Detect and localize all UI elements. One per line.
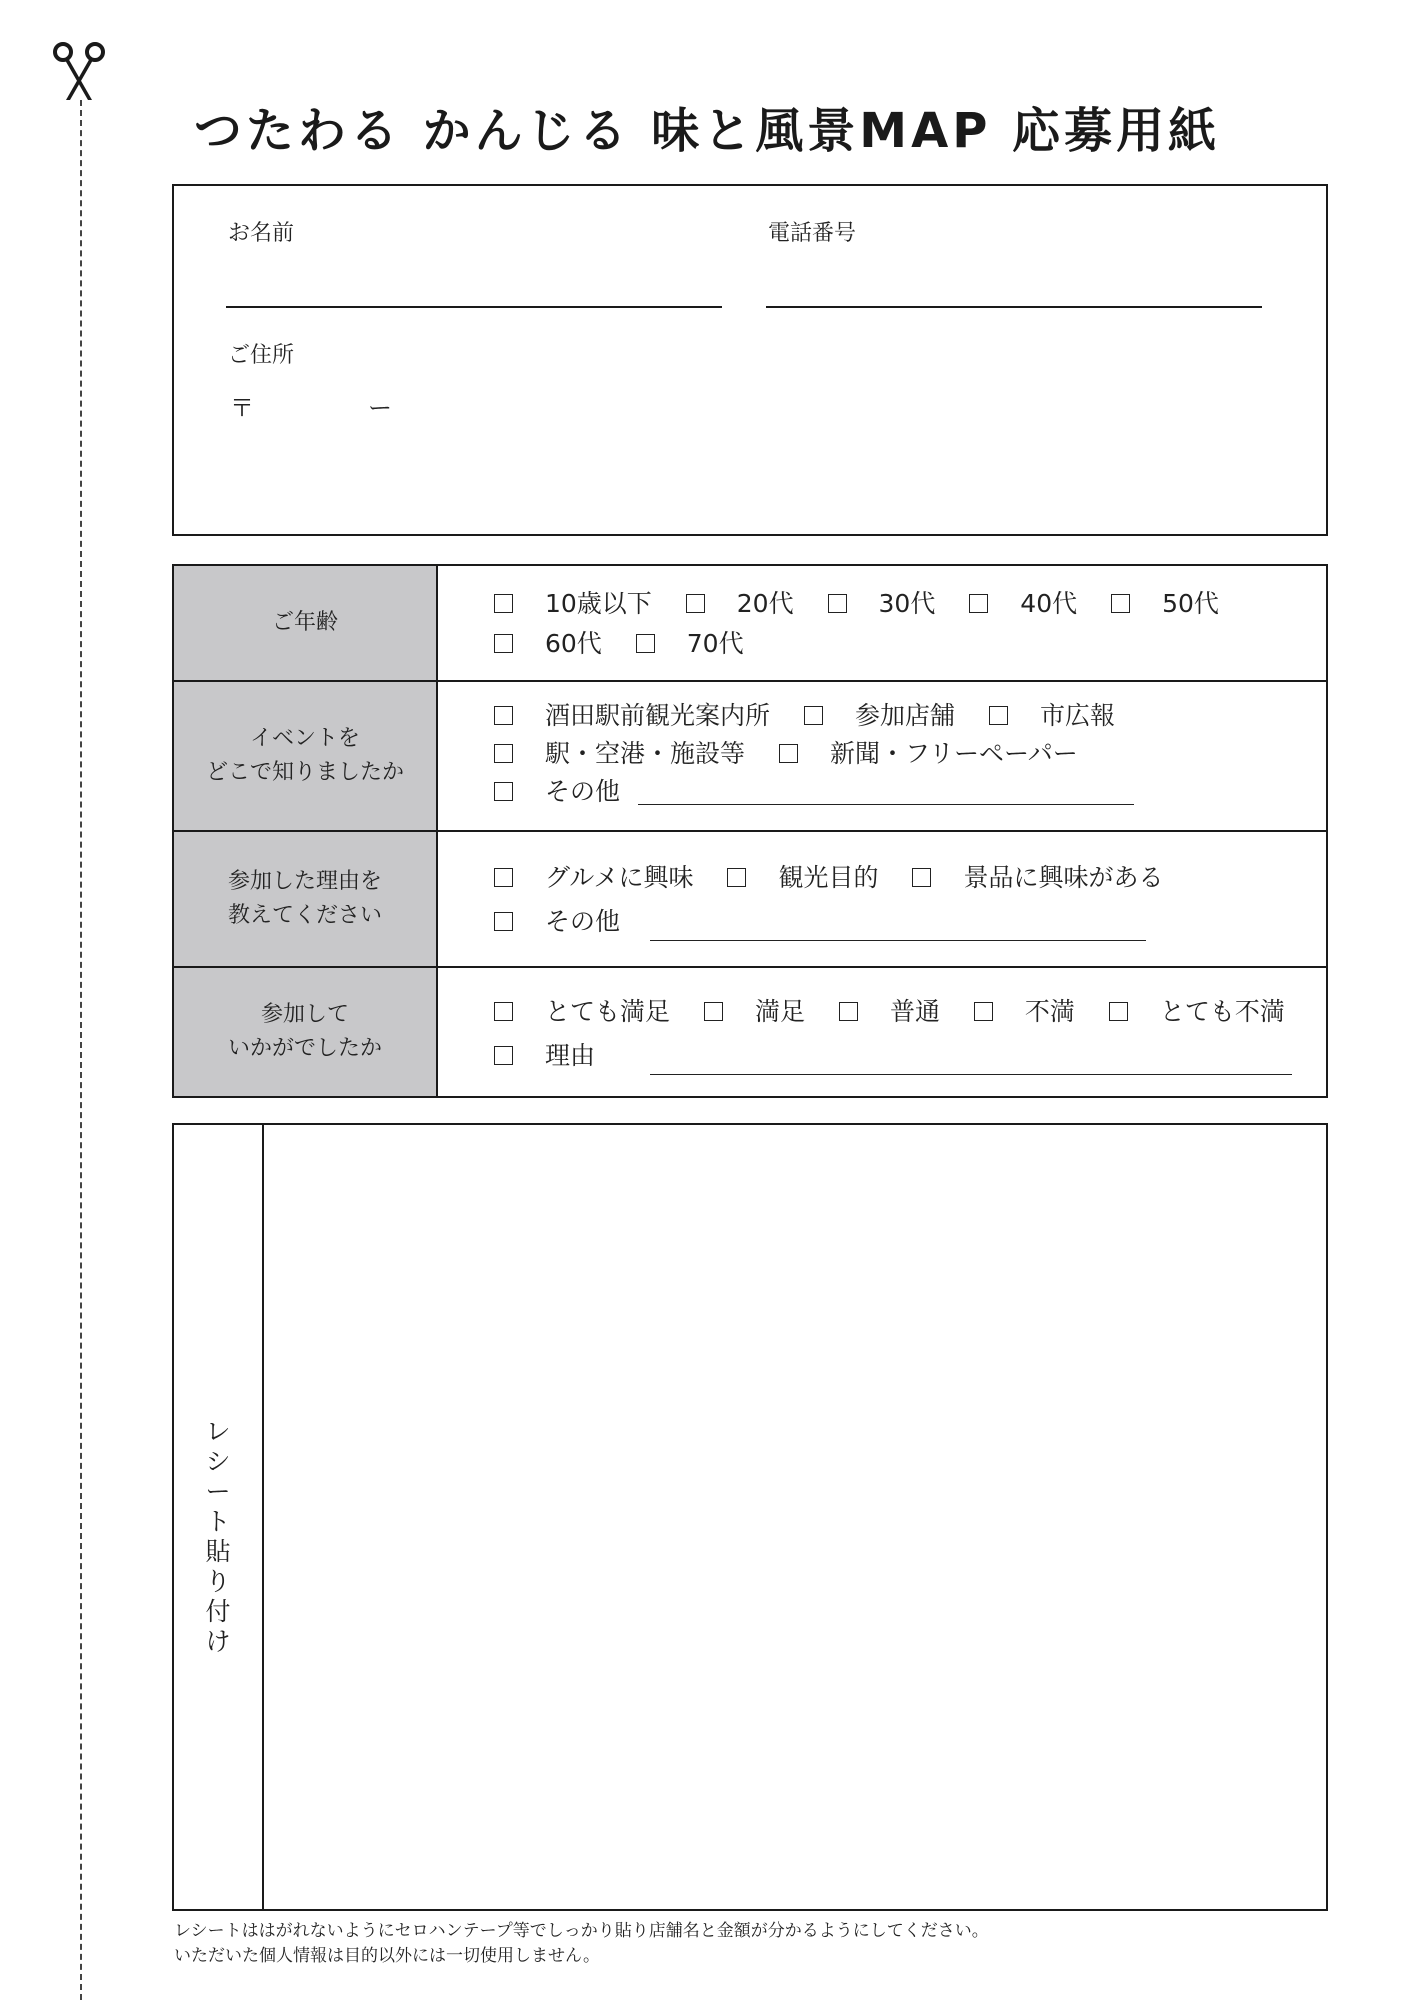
- age-header: [174, 566, 438, 680]
- address-label: ご住所: [228, 343, 295, 368]
- satisfaction-reason-field[interactable]: [650, 1074, 1292, 1075]
- phone-field[interactable]: [766, 306, 1262, 308]
- age-option[interactable]: 20代: [686, 584, 794, 620]
- satisfaction-row: [174, 966, 1326, 1096]
- postal-mark: 〒: [230, 394, 254, 422]
- reason-option[interactable]: その他: [494, 902, 620, 938]
- checkbox[interactable]: [974, 1002, 993, 1021]
- checkbox[interactable]: [494, 782, 513, 801]
- name-label: お名前: [228, 221, 295, 246]
- satisfaction-header: [174, 968, 438, 1096]
- checkbox[interactable]: [779, 744, 798, 763]
- checkbox[interactable]: [494, 868, 513, 887]
- receipt-box: [172, 1123, 1328, 1911]
- age-label: ご年齢: [271, 610, 338, 635]
- source-header: [174, 682, 438, 830]
- checkbox[interactable]: [912, 868, 931, 887]
- source-label-line: イベントを: [249, 726, 360, 751]
- checkbox[interactable]: [494, 706, 513, 725]
- age-options: [438, 566, 1326, 680]
- checkbox[interactable]: [704, 1002, 723, 1021]
- address-field[interactable]: [224, 426, 1264, 516]
- reason-header: [174, 832, 438, 966]
- source-option[interactable]: 駅・空港・施設等: [494, 734, 745, 770]
- reason-option[interactable]: 景品に興味がある: [912, 858, 1163, 894]
- satisfaction-option[interactable]: とても満足: [494, 992, 670, 1028]
- satisfaction-option[interactable]: 満足: [704, 992, 805, 1028]
- source-option[interactable]: 新聞・フリーペーパー: [779, 734, 1078, 770]
- source-options: [438, 682, 1326, 830]
- age-row: [174, 566, 1326, 680]
- note-line: いただいた個人情報は目的以外には一切使用しません。: [174, 1946, 601, 1966]
- checkbox[interactable]: [1109, 1002, 1128, 1021]
- checkbox[interactable]: [969, 594, 988, 613]
- checkbox[interactable]: [1111, 594, 1130, 613]
- name-field[interactable]: [226, 306, 722, 308]
- age-option[interactable]: 40代: [969, 584, 1077, 620]
- satisfaction-label-line: いかがでしたか: [227, 1036, 382, 1061]
- footer-notes: [174, 1919, 989, 1969]
- satisfaction-options: [438, 968, 1326, 1096]
- age-option[interactable]: 70代: [636, 624, 744, 660]
- survey-table: [172, 564, 1328, 1098]
- age-option[interactable]: 60代: [494, 624, 602, 660]
- reason-row: [174, 830, 1326, 966]
- source-row: [174, 680, 1326, 830]
- checkbox[interactable]: [494, 912, 513, 931]
- satisfaction-option[interactable]: とても不満: [1109, 992, 1285, 1028]
- source-option[interactable]: 酒田駅前観光案内所: [494, 696, 770, 732]
- checkbox[interactable]: [494, 1002, 513, 1021]
- age-option[interactable]: 50代: [1111, 584, 1219, 620]
- satisfaction-label-line: 参加して: [260, 1002, 349, 1027]
- checkbox[interactable]: [636, 634, 655, 653]
- satisfaction-option[interactable]: 普通: [839, 992, 940, 1028]
- page-title: つたわる かんじる 味と風景MAP 応募用紙: [193, 103, 1221, 159]
- source-label-line: どこで知りましたか: [205, 760, 404, 785]
- satisfaction-option[interactable]: 不満: [974, 992, 1075, 1028]
- checkbox[interactable]: [494, 634, 513, 653]
- checkbox[interactable]: [727, 868, 746, 887]
- reason-label-line: 教えてください: [227, 903, 382, 928]
- receipt-paste-area[interactable]: [266, 1125, 1326, 1909]
- checkbox[interactable]: [494, 594, 513, 613]
- checkbox[interactable]: [494, 1046, 513, 1065]
- source-option[interactable]: 市広報: [989, 696, 1115, 732]
- reason-option[interactable]: グルメに興味: [494, 858, 694, 894]
- postal-dash: ー: [368, 394, 392, 422]
- scissors-icon: [52, 40, 106, 102]
- age-option[interactable]: 30代: [828, 584, 936, 620]
- contact-box: [172, 184, 1328, 536]
- source-option[interactable]: 参加店舗: [804, 696, 955, 732]
- reason-option[interactable]: 観光目的: [727, 858, 878, 894]
- cut-line: [80, 100, 82, 2000]
- checkbox[interactable]: [686, 594, 705, 613]
- reason-options: [438, 832, 1326, 966]
- phone-label: 電話番号: [768, 221, 857, 246]
- checkbox[interactable]: [839, 1002, 858, 1021]
- checkbox[interactable]: [989, 706, 1008, 725]
- source-option[interactable]: その他: [494, 772, 620, 808]
- checkbox[interactable]: [804, 706, 823, 725]
- reason-other-field[interactable]: [650, 940, 1146, 941]
- receipt-label: レ シ ー ト 貼 り 付 け: [205, 1417, 231, 1656]
- satisfaction-option[interactable]: 理由: [494, 1036, 595, 1072]
- source-other-field[interactable]: [638, 804, 1134, 805]
- checkbox[interactable]: [494, 744, 513, 763]
- age-option[interactable]: 10歳以下: [494, 584, 652, 620]
- checkbox[interactable]: [828, 594, 847, 613]
- note-line: レシートははがれないようにセロハンテープ等でしっかり貼り店舗名と金額が分かるようにしてください。: [174, 1921, 989, 1941]
- receipt-side-column: [174, 1125, 264, 1909]
- reason-label-line: 参加した理由を: [227, 869, 382, 894]
